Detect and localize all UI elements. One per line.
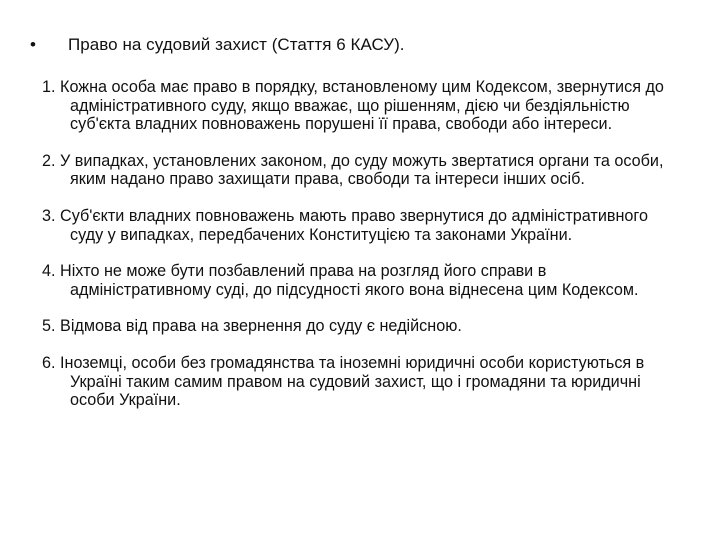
clause-text: У випадках, установлених законом, до суду можуть звертатися органи та особи, яким надано право захищати права, свободи та інтереси інших осіб.	[60, 151, 664, 189]
clause-text: Ніхто не може бути позбавлений права на розгляд його справи в адміністративному суді, до підсудності якого вона віднесена цим Кодексом.	[60, 262, 639, 299]
clause-text: Кожна особа має право в порядку, встановленому цим Кодексом, звернутися до адміністративного суду, якщо вважає, що рішенням, дією чи бездіяльністю суб'єкта владних повноважень порушені її права, свободи або інтереси.	[60, 78, 664, 134]
clause-number: 2.	[42, 151, 56, 170]
clause-number: 3.	[42, 206, 56, 225]
clause-text: Відмова від права на звернення до суду є недійсною.	[60, 317, 462, 336]
clause-1	[42, 78, 682, 134]
clause-5	[42, 317, 682, 336]
clause-number: 1.	[42, 78, 56, 96]
clause-3	[42, 207, 682, 244]
clause-6	[42, 354, 682, 410]
clause-number: 4.	[42, 262, 56, 281]
clause-text: Іноземці, особи без громадянства та іноземні юридичні особи користуються в Україні таким самим правом на судовий захист, що і громадяни та юридичні особи України.	[60, 353, 645, 410]
clause-2	[42, 152, 682, 189]
clause-number: 6.	[42, 353, 56, 372]
clause-text: Суб'єкти владних повноважень мають право звернутися до адміністративного суду у випадках, передбачених Конституцією та законами України.	[60, 206, 648, 244]
clause-4	[42, 262, 682, 299]
heading-row	[30, 33, 405, 57]
slide-title: Право на судовий захист (Стаття 6 КАСУ).	[68, 35, 405, 54]
clause-list	[42, 78, 682, 410]
clause-number: 5.	[42, 317, 56, 336]
bullet-icon: •	[30, 35, 36, 54]
